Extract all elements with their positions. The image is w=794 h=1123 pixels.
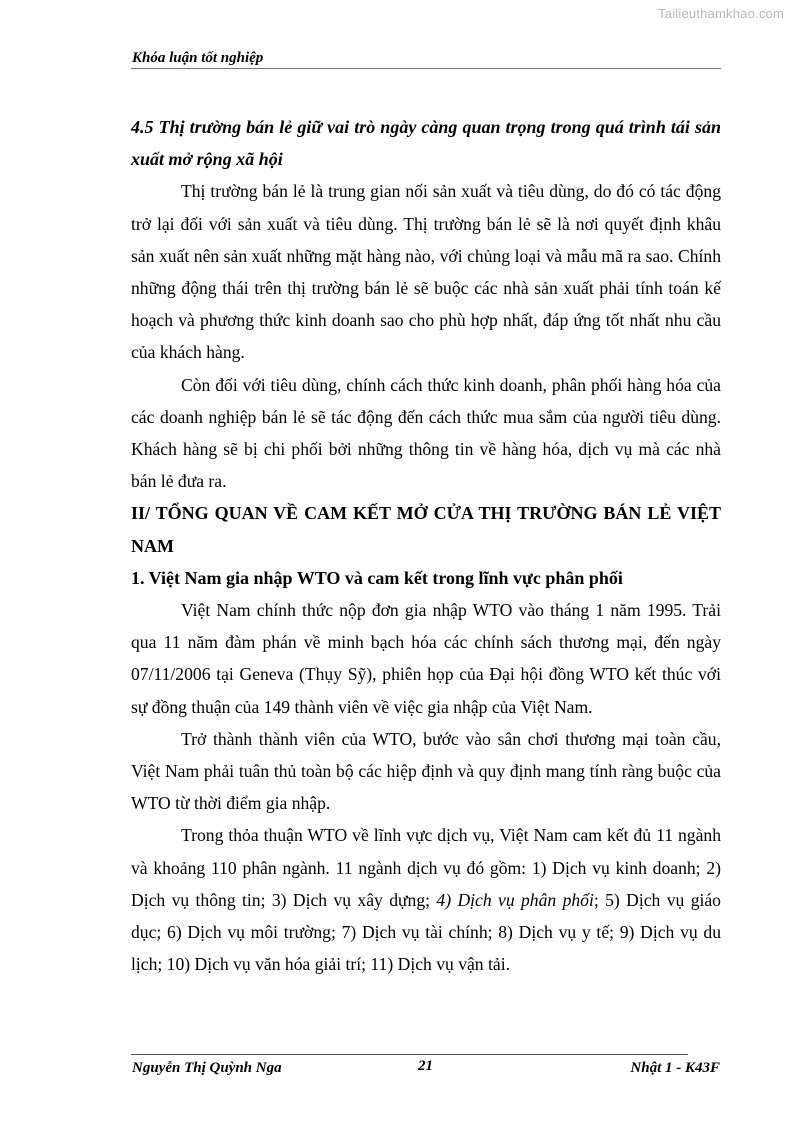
paragraph: Việt Nam chính thức nộp đơn gia nhập WTO vào tháng 1 năm 1995. Trải qua 11 năm đàm phán về minh bạch hóa các chính sách thương mại, đến ngày 07/11/2006 tại Geneva (Thụy Sỹ), phiên họp của Đại hội đồng WTO kết thúc với sự đồng thuận của 149 thành viên về việc gia nhập của Việt Nam. xyxy=(131,600,721,717)
footer-row xyxy=(131,1058,720,1078)
footer-class: Nhật 1 - K43F xyxy=(630,1060,720,1076)
footer-author: Nguyễn Thị Quỳnh Nga xyxy=(132,1060,282,1076)
paragraph: Còn đối với tiêu dùng, chính cách thức kinh doanh, phân phối hàng hóa của các doanh nghiệp bán lẻ sẽ tác động đến cách thức mua sắm của người tiêu dùng. Khách hàng sẽ bị chi phối bởi những thông tin về hàng hóa, dịch vụ mà các nhà bán lẻ đưa ra. xyxy=(131,374,721,492)
section-heading-II: II/ TỔNG QUAN VỀ CAM KẾT MỞ CỬA THỊ TRƯỜNG BÁN LẺ VIỆT NAM xyxy=(131,503,721,556)
section-heading-4-5: 4.5 Thị trường bán lẻ giữ vai trò ngày càng quan trọng trong quá trình tái sản xuất mở rộng xã hội xyxy=(131,117,721,170)
footer-divider xyxy=(131,1054,688,1055)
services-paragraph xyxy=(131,819,721,980)
page-content xyxy=(131,111,721,980)
page-number: 21 xyxy=(418,1058,433,1074)
section-heading-1: 1. Việt Nam gia nhập WTO và cam kết trong lĩnh vực phân phối xyxy=(131,567,623,588)
services-text-italic: 4) Dịch vụ phân phối xyxy=(436,889,594,910)
paragraph: Trở thành thành viên của WTO, bước vào sân chơi thương mại toàn cầu, Việt Nam phải tuân thủ toàn bộ các hiệp định và quy định mang tính ràng buộc của WTO từ thời điểm gia nhập. xyxy=(131,728,721,814)
services-text-before: Trong thỏa thuận WTO về lĩnh vực dịch vụ, Việt Nam cam kết đủ 11 ngành và khoảng 110 phân ngành. 11 ngành dịch vụ đó gồm: 1) Dịch vụ kinh doanh; 2) Dịch vụ thông tin; 3) Dịch vụ xây dựng; xyxy=(131,825,721,910)
paragraph: Thị trường bán lẻ là trung gian nối sản xuất và tiêu dùng, do đó có tác động trở lại đối với sản xuất và tiêu dùng. Thị trường bán lẻ sẽ là nơi quyết định khâu sản xuất nên sản xuất những mặt hàng nào, với chủng loại và mẫu mã ra sao. Chính những động thái trên thị trường bán lẻ sẽ buộc các nhà sản xuất phải tính toán kế hoạch và phương thức kinh doanh sao cho phù hợp nhất, đáp ứng tốt nhất nhu cầu của khách hàng. xyxy=(131,181,721,363)
header-title: Khóa luận tốt nghiệp xyxy=(132,50,264,66)
page-header xyxy=(131,49,721,69)
watermark: Tailieuthamkhao.com xyxy=(658,6,784,21)
services-text-after: ; 5) Dịch vụ giáo dục; 6) Dịch vụ môi trường; 7) Dịch vụ tài chính; 8) Dịch vụ y tế; 9) Dịch vụ du lịch; 10) Dịch vụ văn hóa giải trí; 11) Dịch vụ vận tải. xyxy=(131,889,721,975)
